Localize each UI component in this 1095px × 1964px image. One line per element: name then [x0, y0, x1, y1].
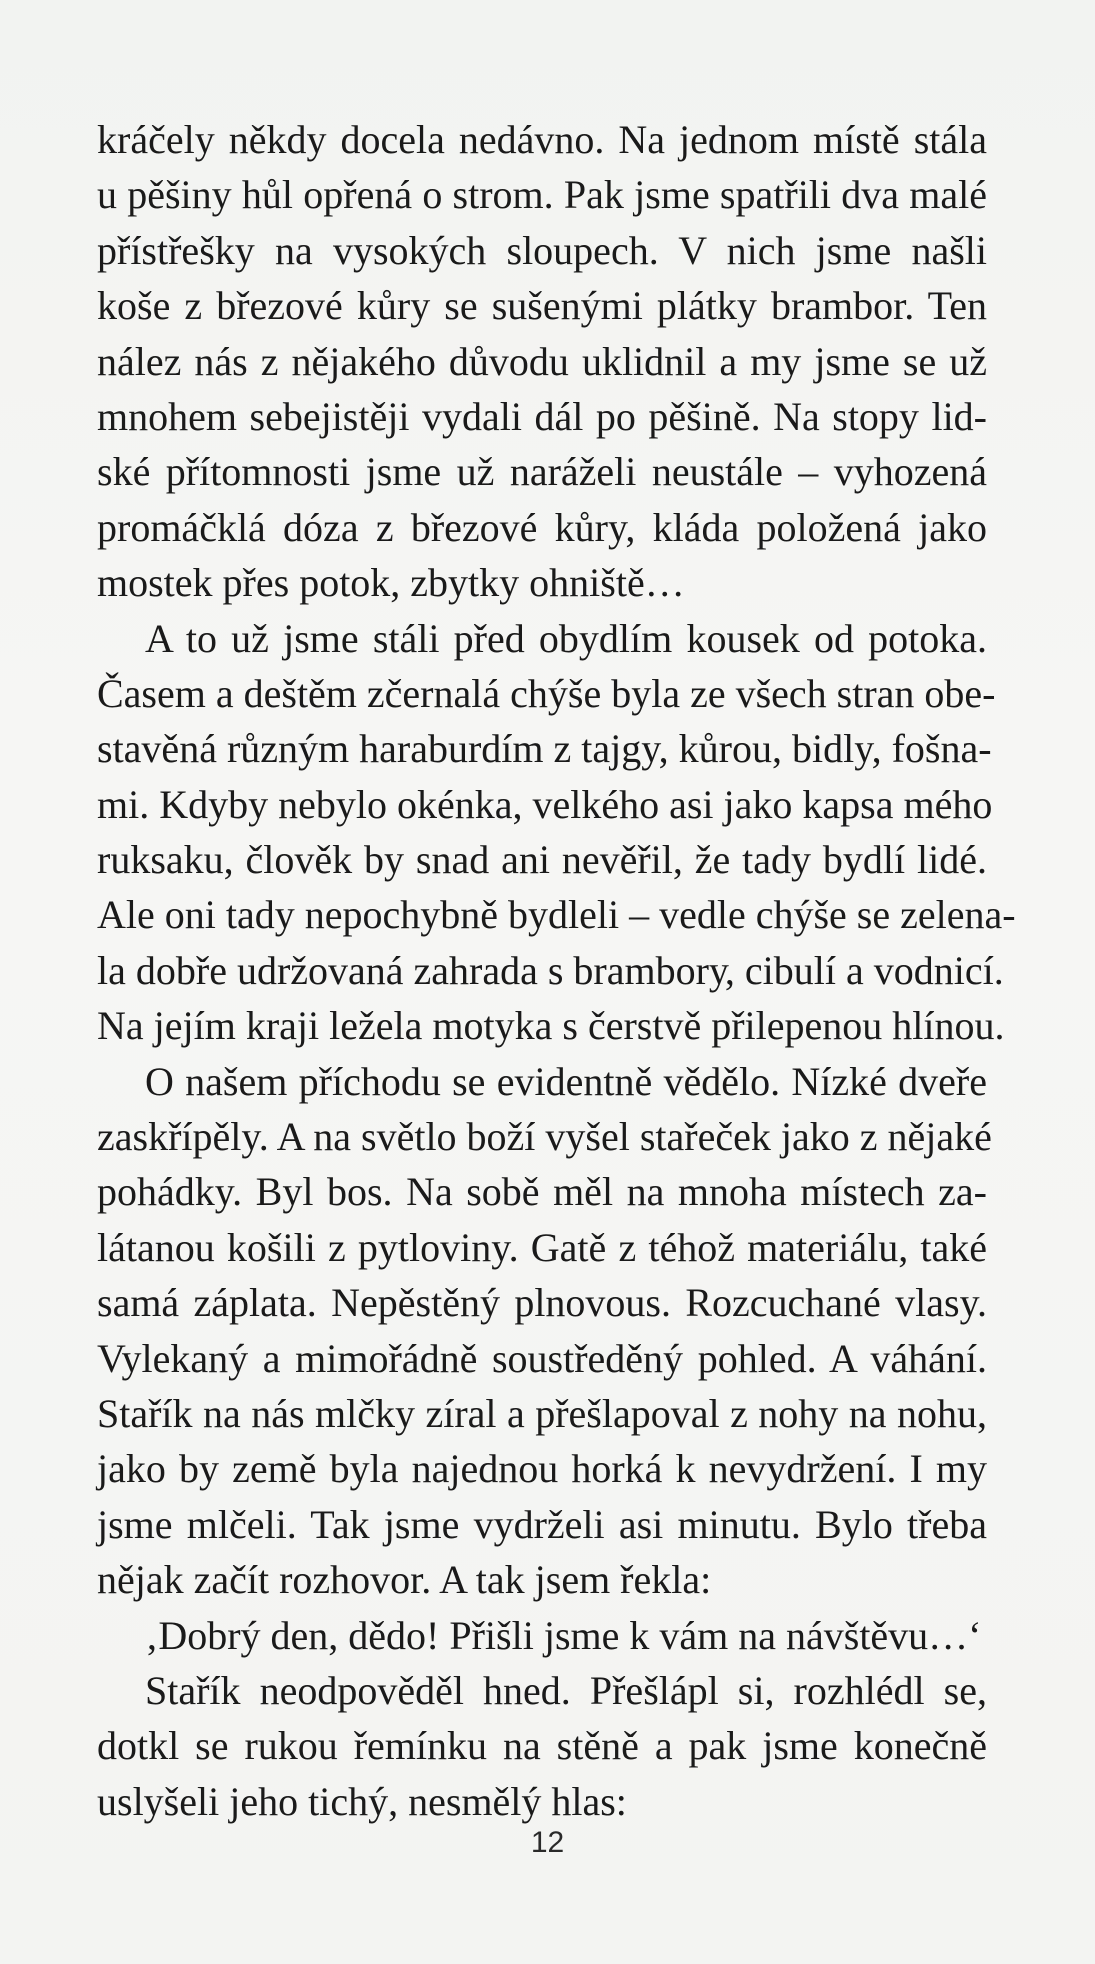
text-line: ské přítomnosti jsme už naráželi neustále – vyhozená: [97, 449, 987, 495]
text-line: A to už jsme stáli před obydlím kousek od potoka.: [145, 615, 987, 661]
text-line: Vylekaný a mimořádně soustředěný pohled. A váhání.: [97, 1335, 987, 1381]
paragraph: [97, 1054, 992, 1608]
text-line: ruksaku, člověk by snad ani nevěřil, že tady bydlí lidé.: [97, 837, 987, 883]
text-line: samá záplata. Nepěstěný plnovous. Rozcuchané vlasy.: [97, 1280, 987, 1326]
text-line: jsme mlčeli. Tak jsme vydrželi asi minutu. Bylo třeba: [97, 1501, 987, 1547]
body-text: [97, 112, 1016, 1829]
paragraph: [97, 1608, 987, 1663]
text-line: nějak začít rozhovor. A tak jsem řekla:: [97, 1557, 712, 1603]
text-line: látanou košili z pytloviny. Gatě z téhož materiálu, také: [97, 1224, 987, 1270]
text-line: uslyšeli jeho tichý, nesmělý hlas:: [97, 1778, 627, 1824]
text-line: promáčklá dóza z březové kůry, kláda položená jako: [97, 504, 987, 550]
paragraph: [97, 1663, 987, 1829]
text-line: stavěná různým haraburdím z tajgy, kůrou, bidly, fošna-: [97, 726, 992, 772]
page-number: 12: [530, 1826, 565, 1859]
text-line: nález nás z nějakého důvodu uklidnil a my jsme se už: [97, 338, 987, 384]
text-line: Ale oni tady nepochybně bydleli – vedle chýše se zelena-: [97, 892, 1016, 938]
text-line: la dobře udržovaná zahrada s bramborу, cibulí a vodnicí.: [97, 947, 1004, 993]
text-line: Na jejím kraji ležela motyka s čerstvě přilepenou hlínou.: [97, 1003, 1005, 1049]
text-line: Stařík na nás mlčky zíral a přešlapoval z nohy na nohu,: [97, 1390, 987, 1436]
text-line: přístřešky na vysokých sloupech. V nich jsme našli: [97, 227, 987, 273]
text-line: Stařík neodpověděl hned. Přešlápl si, rozhlédl se,: [145, 1667, 987, 1713]
paragraph: [97, 611, 1016, 1054]
paragraph: [97, 112, 987, 611]
text-line: jako by země byla najednou horká k nevydržení. I my: [97, 1446, 987, 1492]
text-line: zaskřípěly. A na světlo boží vyšel stařeček jako z nějaké: [97, 1114, 992, 1160]
text-line: dotkl se rukou řemínku na stěně a pak jsme konečně: [97, 1723, 987, 1769]
text-line: O našem příchodu se evidentně vědělo. Nízké dveře: [145, 1058, 987, 1104]
text-line: u pěšiny hůl opřená o strom. Pak jsme spatřili dva malé: [97, 172, 987, 218]
text-line: koše z březové kůry se sušenými plátky brambor. Ten: [97, 283, 987, 329]
text-line: mnohem sebejistěji vydali dál po pěšině. Na stopy lid-: [97, 393, 987, 439]
text-line: kráčely někdy docela nedávno. Na jednom místě stála: [97, 117, 987, 162]
text-line: mostek přes potok, zbytky ohniště…: [97, 560, 685, 606]
text-line: pohádky. Byl bos. Na sobě měl na mnoha místech za-: [97, 1169, 987, 1215]
text-line: ‚Dobrý den, dědo! Přišli jsme k vám na návštěvu…‘: [145, 1612, 982, 1658]
text-line: mi. Kdyby nebylo okénka, velkého asi jako kapsa mého: [97, 781, 993, 827]
text-line: Časem a deštěm zčernalá chýše byla ze všech stran obe-: [97, 670, 996, 716]
